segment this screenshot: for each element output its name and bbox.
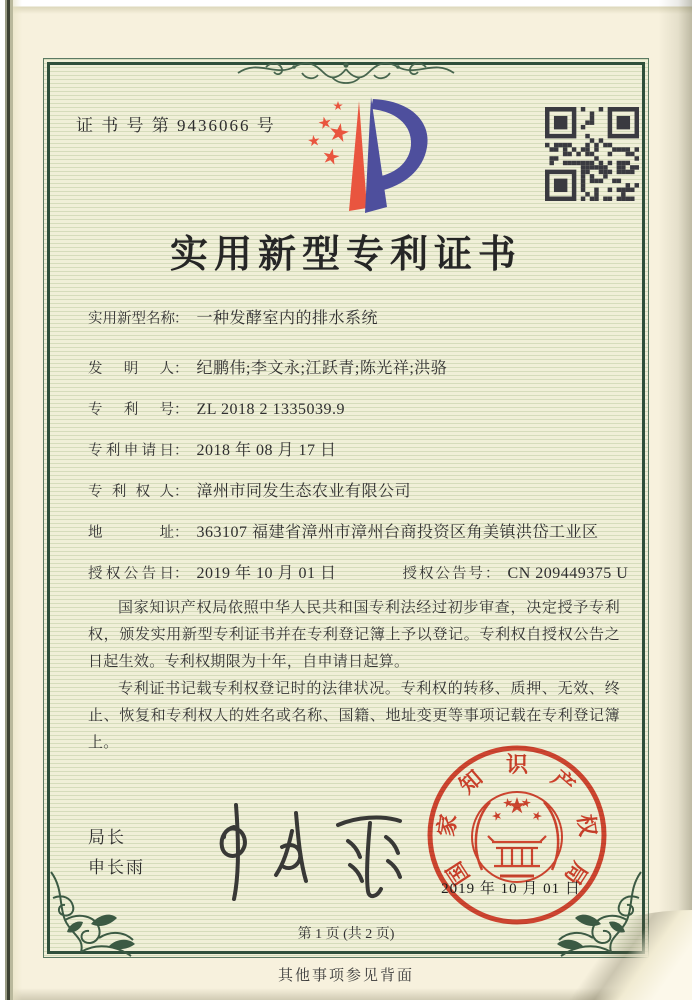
field-colon: ： — [174, 484, 189, 500]
signer-role: 局长 — [88, 828, 126, 847]
field-value-inventors: 纪鹏伟;李文永;江跃青;陈光祥;洪骆 — [196, 360, 448, 377]
field-label: 实用新型名称 — [88, 311, 175, 327]
field-row-patent-number — [88, 400, 630, 420]
seal-date: 2019 年 10 月 01 日 — [441, 881, 581, 897]
top-border-ornament — [236, 43, 456, 87]
scan-edge-right — [658, 0, 692, 1000]
signer-name: 申长雨 — [88, 858, 145, 877]
svg-text:国: 国 — [441, 857, 475, 890]
scan-edge-left — [0, 0, 22, 1000]
field-value-utility-model-name: 一种发酵室内的排水系统 — [196, 310, 379, 327]
field-colon: ： — [174, 525, 189, 541]
field-value-grant-number: CN 209449375 U — [507, 565, 629, 582]
field-list — [88, 309, 630, 605]
field-colon: ： — [174, 566, 189, 582]
field-row-filing-date — [88, 441, 630, 461]
certificate-number: 证 书 号 第 9436066 号 — [76, 116, 276, 135]
field-value-patentee: 漳州市同发生态农业有限公司 — [196, 483, 412, 500]
field-colon: ： — [485, 566, 500, 582]
field-value-filing-date: 2018 年 08 月 17 日 — [196, 442, 337, 459]
svg-text:识: 识 — [505, 752, 529, 777]
svg-text:家: 家 — [433, 812, 462, 838]
field-colon: ： — [174, 443, 189, 459]
field-label: 地址 — [88, 525, 174, 541]
signer-block — [88, 823, 145, 883]
scan-edge-top — [0, 0, 692, 14]
svg-text:产: 产 — [546, 765, 580, 799]
field-row-address — [88, 523, 630, 543]
legal-text — [88, 595, 620, 757]
field-value-grant-date: 2019 年 10 月 01 日 — [196, 565, 337, 582]
field-pair-grant-number — [403, 564, 629, 584]
svg-text:知: 知 — [454, 765, 488, 799]
field-label: 专利权人 — [88, 484, 174, 500]
field-row-name — [88, 309, 630, 329]
field-label: 发明人 — [88, 361, 174, 377]
field-label: 专利号 — [88, 402, 174, 418]
back-side-note: 其他事项参见背面 — [277, 968, 414, 984]
director-signature — [194, 791, 429, 906]
qr-code — [545, 107, 639, 201]
cnipa-patent-logo-icon — [297, 93, 433, 215]
field-row-patentee — [88, 482, 630, 502]
field-row-inventors — [88, 359, 630, 379]
certificate-frame — [43, 58, 649, 958]
field-label: 授权公告号 — [402, 566, 486, 582]
field-value-patent-number: ZL 2018 2 1335039.9 — [196, 401, 345, 418]
field-colon: ： — [174, 361, 189, 377]
field-label: 授权公告日 — [88, 566, 174, 582]
svg-text:局: 局 — [559, 857, 593, 890]
field-label: 专利申请日 — [88, 443, 174, 459]
field-value-address: 363107 福建省漳州市漳州台商投资区角美镇洪岱工业区 — [196, 524, 599, 541]
field-row-grant — [88, 564, 630, 584]
svg-text:权: 权 — [572, 812, 601, 838]
legal-paragraph-1: 国家知识产权局依照中华人民共和国专利法经过初步审查，决定授予专利权，颁发实用新型专利证书并在专利登记簿上予以登记。专利权自授权公告之日起生效。专利权期限为十年，自申请日起算。 — [88, 600, 620, 670]
official-seal — [422, 740, 612, 930]
legal-paragraph-2: 专利证书记载专利权登记时的法律状况。专利权的转移、质押、无效、终止、恢复和专利权人的姓名或名称、国籍、地址变更等事项记载在专利登记簿上。 — [88, 681, 620, 751]
certificate-title: 实用新型专利证书 — [169, 234, 522, 276]
page-number: 第 1 页 (共 2 页) — [297, 927, 395, 942]
field-colon: ： — [174, 402, 189, 418]
field-colon: ： — [174, 311, 189, 327]
